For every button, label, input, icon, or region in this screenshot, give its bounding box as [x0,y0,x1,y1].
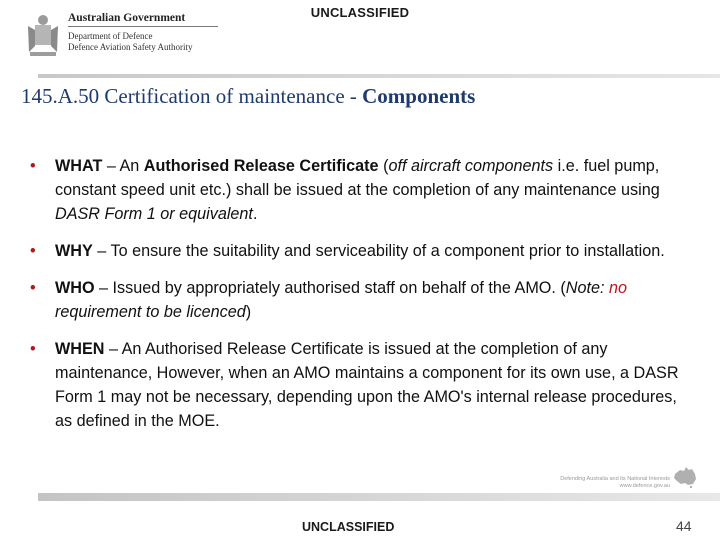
bullet-icon: • [30,279,36,297]
bullet-when: • WHEN – An Authorised Release Certificate is issued at the completion of any maintenance, However, when an AMO maintains a component for its own use, a DASR Form 1 may not be necessary, depending upon the AMO's internal release procedures, as defined in the MOE. [30,337,690,433]
bullet-icon: • [30,157,36,175]
bullet-icon: • [30,340,36,358]
bullet-who: • WHO – Issued by appropriately authorised staff on behalf of the AMO. (Note: no requirement to be licenced) [30,276,690,324]
footer-divider [38,493,720,501]
bullet-why: • WHY – To ensure the suitability and serviceability of a component prior to installation. [30,239,690,263]
classification-banner-bottom: UNCLASSIFIED [302,520,395,534]
bullet-list [30,154,690,446]
page-title: 145.A.50 Certification of maintenance - Components [21,84,476,108]
bullet-icon: • [30,242,36,260]
classification-banner-top: UNCLASSIFIED [310,5,410,20]
header-divider [38,74,720,78]
coat-of-arms-icon [26,12,60,62]
australian-government-logo [22,10,222,66]
logo-department-text: Department of Defence Defence Aviation Safety Authority [68,31,193,52]
logo-government-text: Australian Government [68,12,218,27]
page-number: 44 [676,518,692,534]
bullet-what: • WHAT – An Authorised Release Certificate (off aircraft components i.e. fuel pump, constant speed unit etc.) shall be issued at the completion of any maintenance using DASR Form 1 or equivalent. [30,154,690,226]
footer-tagline: Defending Australia and its National Interests www.defence.gov.au [560,476,670,489]
australia-map-icon [672,464,698,490]
